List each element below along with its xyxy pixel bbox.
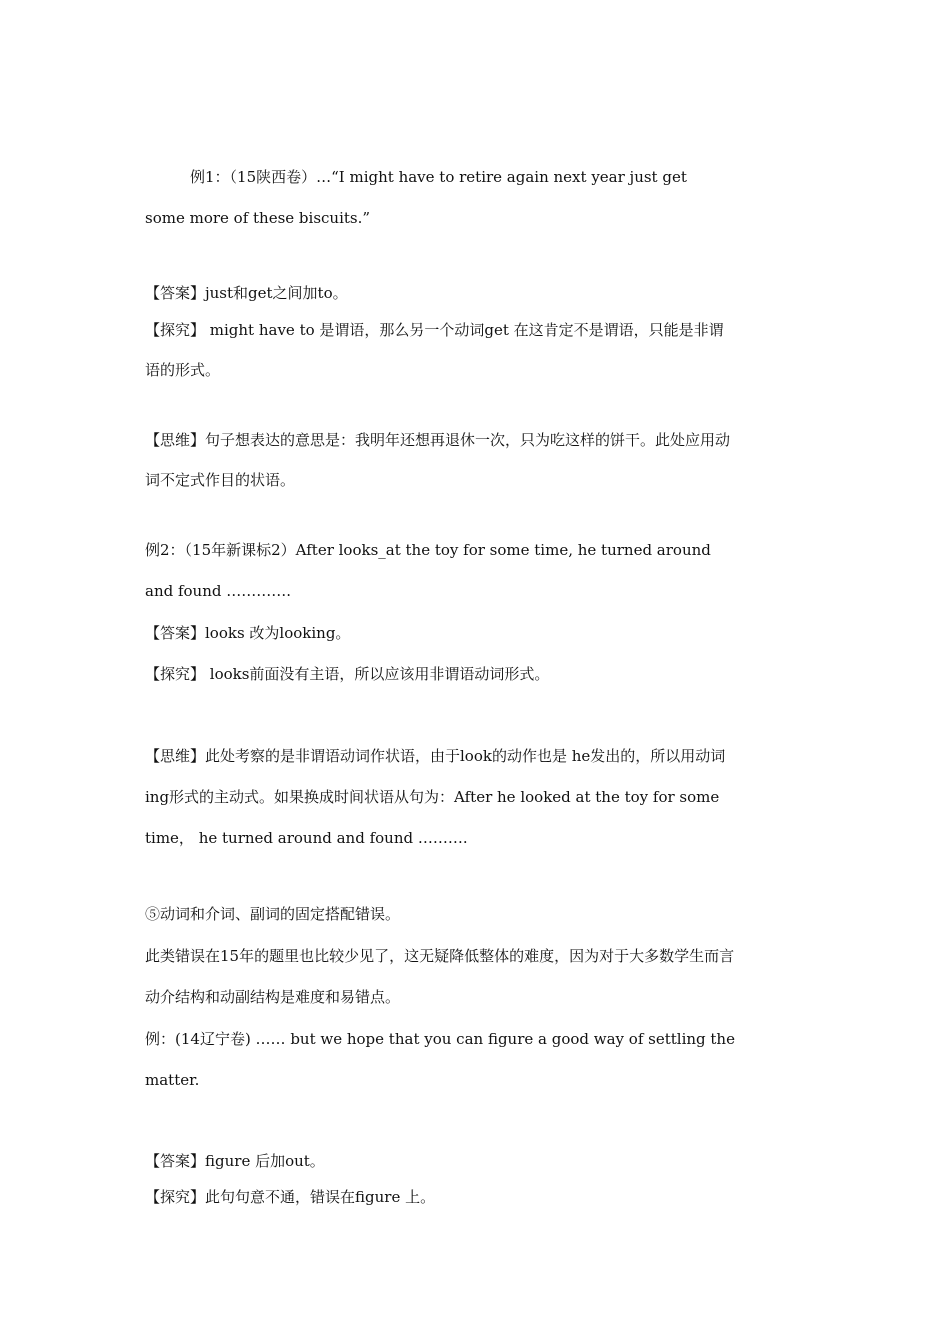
answer-1: 【答案】just和get之间加to。 bbox=[145, 284, 348, 302]
thinking-2-line-1: 【思维】此处考察的是非谓语动词作状语，由于look的动作也是 he发出的，所以用动词 bbox=[145, 747, 726, 765]
section-5-paragraph-line-1: 此类错误在15年的题里也比较少见了，这无疑降低整体的难度，因为对于大多数学生而言 bbox=[145, 947, 735, 965]
explore-1-line-2: 语的形式。 bbox=[145, 361, 221, 379]
example-2-line-1: 例2：（15年新课标2）After looks_at the toy for some time, he turned around bbox=[145, 541, 711, 559]
section-heading-5: ⑤动词和介词、副词的固定搭配错误。 bbox=[145, 905, 401, 923]
answer-3: 【答案】figure 后加out。 bbox=[145, 1152, 325, 1170]
example-3-line-1: 例：(14辽宁卷) …… but we hope that you can figure a good way of settling the bbox=[145, 1030, 735, 1048]
explore-2: 【探究】 looks前面没有主语，所以应该用非谓语动词形式。 bbox=[145, 665, 550, 683]
example-1-line-2: some more of these biscuits.” bbox=[145, 209, 371, 227]
explore-1-line-1: 【探究】 might have to 是谓语，那么另一个动词get 在这肯定不是谓语，只能是非谓 bbox=[145, 321, 724, 339]
thinking-2-line-2: ing形式的主动式。如果换成时间状语从句为：After he looked at the toy for some bbox=[145, 788, 720, 806]
thinking-1-line-2: 词不定式作目的状语。 bbox=[145, 471, 296, 489]
example-2-line-2: and found …………. bbox=[145, 582, 292, 600]
section-5-paragraph-line-2: 动介结构和动副结构是难度和易错点。 bbox=[145, 988, 401, 1006]
thinking-2-line-3: time， he turned around and found ………. bbox=[145, 829, 468, 847]
thinking-1-line-1: 【思维】句子想表达的意思是：我明年还想再退休一次，只为吃这样的饼干。此处应用动 bbox=[145, 431, 731, 449]
explore-3: 【探究】此句句意不通，错误在figure 上。 bbox=[145, 1188, 436, 1206]
answer-2: 【答案】looks 改为looking。 bbox=[145, 624, 351, 642]
example-3-line-2: matter. bbox=[145, 1071, 200, 1089]
example-1-line-1: 例1：（15陕西卷）…“I might have to retire again next year just get bbox=[190, 168, 687, 186]
